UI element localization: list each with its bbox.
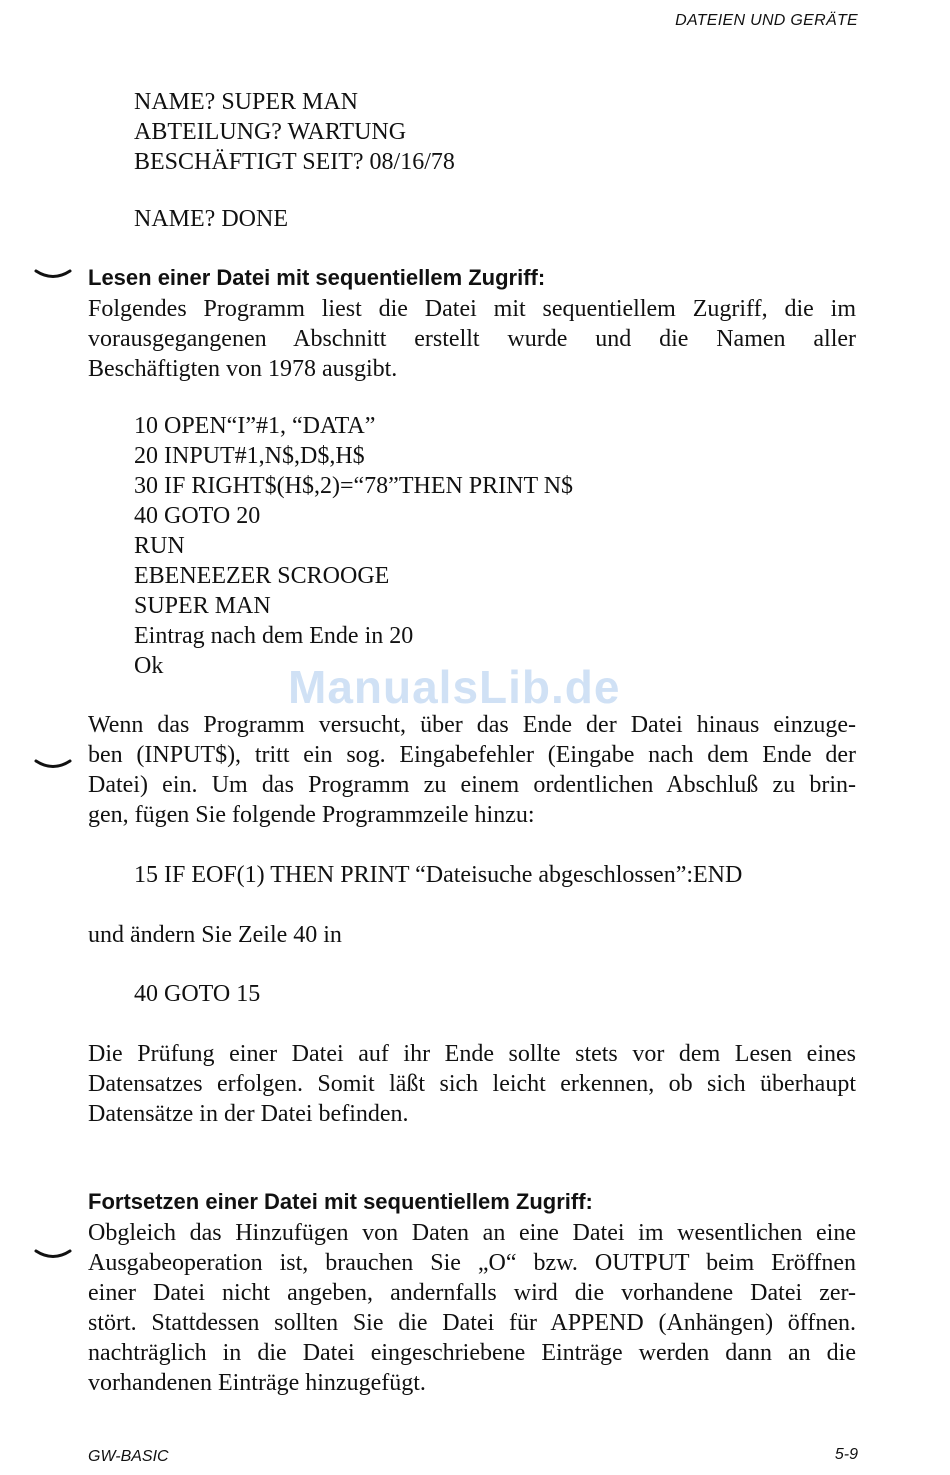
paragraph-line: Datei) ein. Um das Programm zu einem ordentlichen Abschluß zu brin- [88, 772, 856, 798]
margin-marker-icon [34, 1248, 72, 1262]
code-line: RUN [134, 533, 185, 559]
read-intro-paragraph [88, 294, 856, 384]
paragraph-line: Beschäftigten von 1978 ausgibt. [88, 356, 398, 382]
code-line: ABTEILUNG? WARTUNG [134, 119, 407, 145]
sample-output-done [134, 204, 288, 234]
code-line: 40 GOTO 15 [134, 981, 261, 1007]
eof-explanation-paragraph [88, 710, 856, 830]
code-line: NAME? DONE [134, 206, 288, 232]
code-line: SUPER MAN [134, 593, 271, 619]
margin-marker-icon [34, 758, 72, 772]
code-line-15 [134, 860, 742, 890]
paragraph-line: Ausgabeoperation ist, brauchen Sie „O“ bzw. OUTPUT beim Eröffnen [88, 1250, 856, 1276]
code-line: EBENEEZER SCROOGE [134, 563, 390, 589]
paragraph-line: einer Datei nicht angeben, andernfalls wird die vorhandene Datei zer- [88, 1280, 856, 1306]
code-line: Eintrag nach dem Ende in 20 [134, 623, 414, 649]
change-line-text [88, 920, 856, 950]
code-line: Ok [134, 653, 164, 679]
program-listing [134, 411, 573, 681]
paragraph-line: Folgendes Programm liest die Datei mit sequentiellem Zugriff, die im [88, 296, 856, 322]
paragraph-line: Wenn das Programm versucht, über das Ende der Datei hinaus einzuge- [88, 712, 856, 738]
paragraph-line: Datensatzes erfolgen. Somit läßt sich leicht erkennen, ob sich überhaupt [88, 1071, 856, 1097]
paragraph-line: Obgleich das Hinzufügen von Daten an eine Datei im wesentlichen eine [88, 1220, 856, 1246]
code-line-40 [134, 979, 260, 1009]
paragraph-line: vorhandenen Einträge hinzugefügt. [88, 1370, 426, 1396]
section-heading-append: Fortsetzen einer Datei mit sequentiellem Zugriff: [88, 1189, 593, 1214]
paragraph-line: und ändern Sie Zeile 40 in [88, 922, 342, 948]
code-line: 40 GOTO 20 [134, 503, 261, 529]
paragraph-line: nachträglich in die Datei eingeschriebene Einträge werden dann an die [88, 1340, 856, 1366]
paragraph-line: Die Prüfung einer Datei auf ihr Ende sollte stets vor dem Lesen eines [88, 1041, 856, 1067]
append-paragraph [88, 1218, 856, 1398]
eof-check-paragraph [88, 1039, 856, 1129]
paragraph-line: Datensätze in der Datei befinden. [88, 1101, 409, 1127]
code-line: BESCHÄFTIGT SEIT? 08/16/78 [134, 149, 455, 175]
watermark-logo: ManualsLib.de [288, 661, 621, 713]
section-heading-read: Lesen einer Datei mit sequentiellem Zugriff: [88, 265, 546, 290]
footer-page-number: 5-9 [834, 1446, 858, 1463]
code-line: NAME? SUPER MAN [134, 89, 359, 115]
margin-marker-icon [34, 268, 72, 282]
paragraph-line: vorausgegangenen Abschnitt erstellt wurde und die Namen aller [88, 326, 856, 352]
paragraph-line: gen, fügen Sie folgende Programmzeile hinzu: [88, 802, 535, 828]
paragraph-line: ben (INPUT$), tritt ein sog. Eingabefehler (Eingabe nach dem Ende der [88, 742, 856, 768]
code-line: 30 IF RIGHT$(H$,2)=“78”THEN PRINT N$ [134, 473, 574, 499]
sample-output-block [134, 87, 455, 177]
running-header: DATEIEN UND GERÄTE [675, 12, 858, 29]
code-line: 20 INPUT#1,N$,D$,H$ [134, 443, 365, 469]
paragraph-line: stört. Stattdessen sollten Sie die Datei für APPEND (Anhängen) öffnen. [88, 1310, 856, 1336]
code-line: 15 IF EOF(1) THEN PRINT “Dateisuche abgeschlossen”:END [134, 862, 743, 888]
code-line: 10 OPEN“I”#1, “DATA” [134, 413, 376, 439]
footer-manual-name: GW-BASIC [88, 1448, 169, 1465]
